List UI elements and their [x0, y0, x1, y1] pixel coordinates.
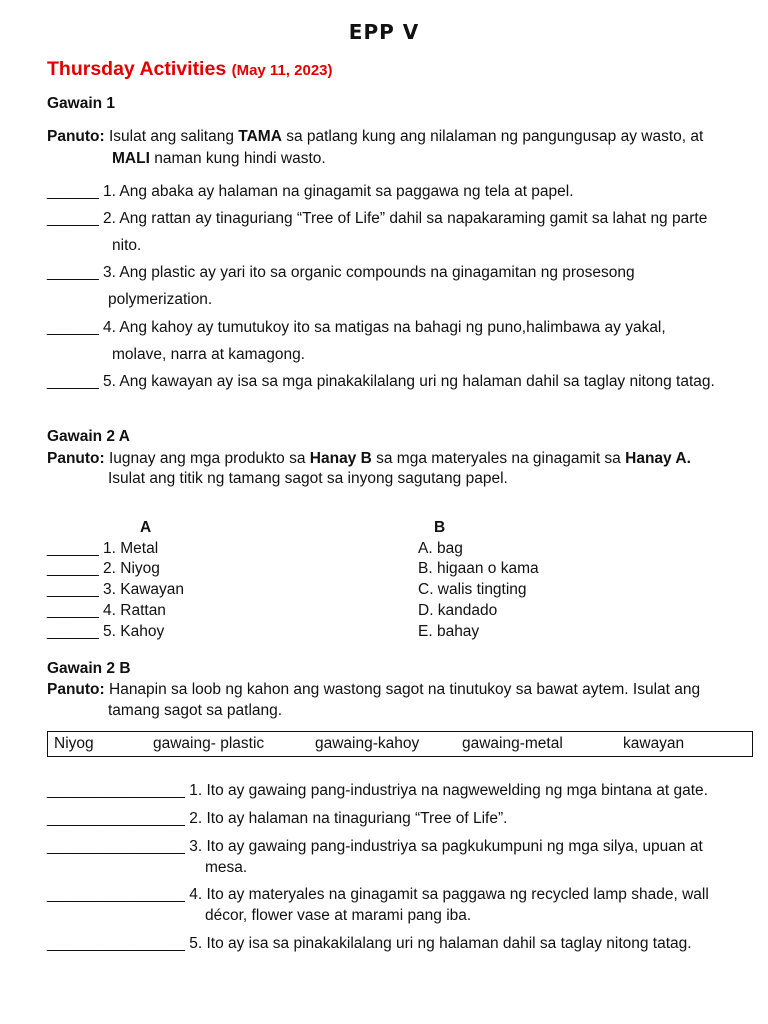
gawain1-instruction-line2: [112, 150, 326, 168]
gawain2b-item-2: ________________ 2. Ito ay halaman na tinaguriang “Tree of Life”.: [47, 810, 508, 827]
gawain2b-item-4: ________________ 4. Ito ay materyales na ginagamit sa paggawa ng recycled lamp shade, wall: [47, 886, 709, 903]
gawain2b-instruction-line1: [47, 681, 700, 699]
word-box-option: gawaing-kahoy: [315, 735, 420, 752]
gawain2a-instruction-line2: Isulat ang titik ng tamang sagot sa inyong sagutang papel.: [108, 470, 508, 487]
gawain1-item-2: ______ 2. Ang rattan ay tinaguriang “Tree of Life” dahil sa napakaraming gamit sa lahat ng parte: [47, 210, 708, 227]
panuto-label: Panuto:: [47, 450, 105, 467]
gawain1-item-4-cont: molave, narra at kamagong.: [112, 346, 305, 363]
column-b-item-2: B. higaan o kama: [418, 560, 539, 577]
panuto-label: Panuto:: [47, 128, 105, 145]
gawain2b-heading: Gawain 2 B: [47, 660, 131, 677]
column-a-item-5: ______ 5. Kahoy: [47, 623, 165, 640]
gawain2a-instruction-line1: [47, 450, 691, 468]
gawain2b-item-3-cont: mesa.: [205, 859, 248, 876]
instruction-text: Isulat ang salitang: [109, 128, 234, 145]
instruction-text: naman kung hindi wasto.: [154, 150, 326, 167]
page-title: EPP V: [348, 20, 420, 44]
instruction-text: Hanapin sa loob ng kahon ang wastong sagot na tinutukoy sa bawat aytem. Isulat ang: [109, 681, 701, 698]
activity-subtitle: [47, 58, 333, 81]
word-box: [47, 731, 753, 757]
gawain2b-item-1: ________________ 1. Ito ay gawaing pang-industriya na nagwewelding ng mga bintana at gate.: [47, 782, 708, 799]
column-b-header: B: [434, 519, 446, 536]
gawain1-item-1: ______ 1. Ang abaka ay halaman na ginagamit sa paggawa ng tela at papel.: [47, 183, 574, 200]
instruction-text: sa mga materyales na ginagamit sa: [376, 450, 621, 467]
column-a-item-4: ______ 4. Rattan: [47, 602, 166, 619]
gawain1-heading: Gawain 1: [47, 95, 116, 112]
gawain1-item-4: ______ 4. Ang kahoy ay tumutukoy ito sa matigas na bahagi ng puno,halimbawa ay yakal,: [47, 319, 666, 336]
subtitle-text: Thursday Activities: [47, 58, 227, 80]
gawain2a-heading: Gawain 2 A: [47, 428, 130, 445]
word-box-option: gawaing-metal: [462, 735, 563, 752]
keyword-mali: MALI: [112, 150, 150, 167]
column-a-item-3: ______ 3. Kawayan: [47, 581, 185, 598]
column-b-item-4: D. kandado: [418, 602, 498, 619]
keyword-tama: TAMA: [238, 128, 282, 145]
column-a-item-1: ______ 1. Metal: [47, 540, 159, 557]
word-box-option: gawaing- plastic: [153, 735, 265, 752]
gawain1-item-3: ______ 3. Ang plastic ay yari ito sa organic compounds na ginagamitan ng prosesong: [47, 264, 635, 281]
gawain2b-instruction-line2: tamang sagot sa patlang.: [108, 702, 283, 719]
keyword-hanay-b: Hanay B: [309, 450, 372, 467]
gawain1-item-2-cont: nito.: [112, 237, 142, 254]
word-box-option: Niyog: [54, 735, 94, 752]
instruction-text: sa patlang kung ang nilalaman ng pangungusap ay wasto, at: [286, 128, 704, 145]
gawain1-item-5: ______ 5. Ang kawayan ay isa sa mga pinakakilalang uri ng halaman dahil sa taglay nitong tatag.: [47, 373, 715, 390]
subtitle-date: (May 11, 2023): [231, 62, 333, 79]
gawain1-instruction-line1: [47, 128, 703, 146]
column-b-item-3: C. walis tingting: [418, 581, 527, 598]
column-a-item-2: ______ 2. Niyog: [47, 560, 160, 577]
column-a-header: A: [140, 519, 152, 536]
gawain1-item-3-cont: polymerization.: [108, 291, 213, 308]
column-b-item-5: E. bahay: [418, 623, 480, 640]
gawain2b-item-5: ________________ 5. Ito ay isa sa pinakakilalang uri ng halaman dahil sa taglay nitong tatag.: [47, 935, 692, 952]
keyword-hanay-a: Hanay A.: [625, 450, 691, 467]
gawain2b-item-3: ________________ 3. Ito ay gawaing pang-industriya sa pagkukumpuni ng mga silya, upuan at: [47, 838, 703, 855]
word-box-option: kawayan: [623, 735, 685, 752]
panuto-label: Panuto:: [47, 681, 105, 698]
gawain2b-item-4-cont: décor, flower vase at marami pang iba.: [205, 907, 472, 924]
column-b-item-1: A. bag: [418, 540, 463, 557]
instruction-text: Iugnay ang mga produkto sa: [109, 450, 306, 467]
